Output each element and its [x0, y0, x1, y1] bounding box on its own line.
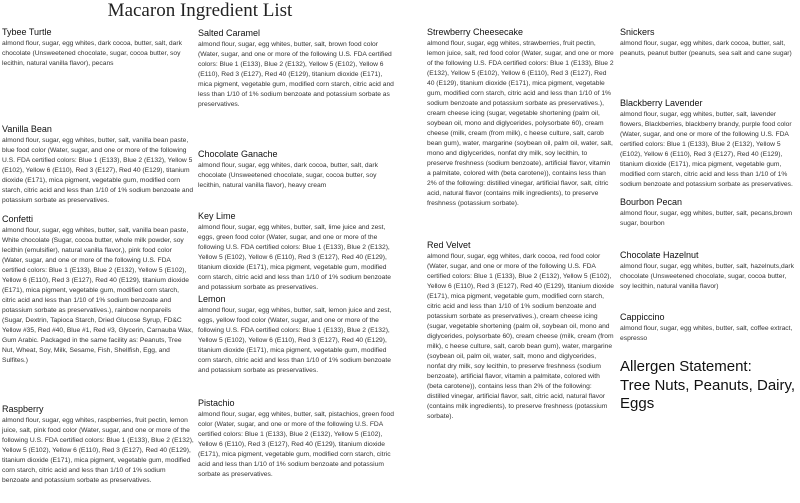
- macaron-item-chocolate-hazelnut: [620, 250, 798, 292]
- macaron-ingredients: almond flour, sugar, egg whites, butter, salt, lemon juice and zest, eggs, yellow food color (Water, sugar, and one or more of the following U.S. FDA certified colors: Blue 1 (E133), Blue 2 (E132), Yellow 5 (E102), Yellow 6 (E110), Red 3 (E127), Red 40 (E129), titanium dioxide (E171), mica pigment, vegetable gum, modified corn starch, citric acid and less than 1/10 of 1% sodium benzoate and potassium sorbate as preservatives.: [198, 307, 392, 374]
- macaron-ingredients: almond flour, sugar, egg whites, raspberries, fruit pectin, lemon juice, salt, pink food color (Water, sugar, and one or more of the following U.S. FDA certified colors: Blue 1 (E133), Blue 2 (E132), Yellow 5 (E102), Yellow 6 (E110), Red 3 (E127), Red 40 (E129), titanium dioxide (E171), mica pigment, vegetable gum, modified corn starch, citric acid and less than 1/10 of 1% sodium benzoate and potassium sorbate as preservatives.: [2, 417, 194, 484]
- macaron-item-salted-caramel: [198, 28, 398, 110]
- macaron-item-tybee-turtle: [2, 27, 194, 69]
- macaron-name: Pistachio: [198, 398, 235, 408]
- macaron-name: Cappiccino: [620, 312, 665, 322]
- macaron-name: Red Velvet: [427, 240, 471, 250]
- macaron-item-pistachio: [198, 398, 398, 480]
- macaron-name: Bourbon Pecan: [620, 197, 683, 207]
- macaron-name: Vanilla Bean: [2, 124, 52, 134]
- macaron-name: Chocolate Ganache: [198, 149, 278, 159]
- macaron-item-key-lime: [198, 211, 398, 293]
- macaron-name: Chocolate Hazelnut: [620, 250, 699, 260]
- macaron-name: Salted Caramel: [198, 28, 261, 38]
- macaron-item-vanilla-bean: [2, 124, 194, 206]
- macaron-name: Raspberry: [2, 404, 44, 414]
- macaron-ingredients: almond flour, sugar, egg whites, dark cocoa, red food color (Water, sugar, and one or more of the following U.S. FDA certified colors: Blue 1 (E133), Blue 2 (E132), Yellow 5 (E102), Yellow 6 (E110), Red 3 (E127), Red 40 (E129), titanium dioxide (E171), mica pigment, vegetable gum, modified corn starch, citric acid and less than 1/10 of 1% sodium benzoate and potassium sorbate as preservatives.), cream cheese icing (sugar, vegetable shortening (palm oil, soybean oil, mono and diglycerides, polysorbate 60), cream cheese (milk, cream (from milk), c heese culture, salt, carob bean gum), water, margarine (soybean oil, palm oil, water, salt, mono and diglycerides, nonfat dry milk, soy lecithin, to preserve freshness (sodium benzoate), artificial flavor, vitamin a palmitate, colored with (beta carotene)), contains less than 2% of the following: distilled vinegar, artificial flavor, salt, citric acid, natural flavor (contains milk ingredients), to preserve freshness (potassium sorbate).: [427, 253, 614, 420]
- macaron-item-bourbon-pecan: [620, 197, 798, 229]
- macaron-item-lemon: [198, 294, 398, 376]
- macaron-ingredients: almond flour, sugar, egg whites, strawberries, fruit pectin, lemon juice, salt, red food color (Water, sugar, and one or more of the following U.S. FDA certified colors: Blue 1 (E133), Blue 2 (E132), Yellow 5 (E102), Yellow 6 (E110), Red 3 (E127), Red 40 (E129), titanium dioxide (E171), mica pigment, vegetable gum, modified corn starch, citric acid and less than 1/10 of 1% sodium benzoate and potassium sorbate as preservatives.), cream cheese icing (sugar, vegetable shortening (palm oil, soybean oil, mono and diglycerides, polysorbate 60), cream cheese (milk, cream (from milk), c heese culture, salt, carob bean gum), water, margarine (soybean oil, palm oil, water, salt, mono and diglycerides, nonfat dry milk, soy lecithin, to preserve freshness (sodium benzoate), artificial flavor, vitamin a palmitate, colored with (beta carotene)), contains less than 2% of the following: distilled vinegar, artificial flavor, salt, citric acid, natural flavor (contains milk ingredients), to preserve freshness (potassium sorbate).: [427, 40, 614, 207]
- macaron-ingredients: almond flour, sugar, egg whites, dark cocoa, butter, salt, peanuts, peanut butter (peanuts, sea salt and cane sugar): [620, 40, 792, 57]
- macaron-ingredients: almond flour, sugar, egg whites, butter, salt, hazelnuts,dark chocolate (Unsweetened chocolate, sugar, cocoa butter, soy lecithin, natural vanilla flavor): [620, 263, 794, 290]
- macaron-item-blackberry-lavender: [620, 98, 798, 190]
- macaron-name: Confetti: [2, 214, 34, 224]
- macaron-item-cappiccino: [620, 312, 798, 344]
- allergen-heading: Allergen Statement:: [620, 358, 752, 375]
- page-title: Macaron Ingredient List: [107, 0, 293, 21]
- allergen-statement: [620, 358, 798, 414]
- macaron-name: Strewberry Cheesecake: [427, 27, 524, 37]
- macaron-item-snickers: [620, 27, 798, 59]
- macaron-ingredients: almond flour, sugar, egg whites, butter, salt, lavender flowers, Blackberries, blackberry brandy, purple food color (Water, sugar, and one or more of the following U.S. FDA certified colors: Blue 1 (E133), Blue 2 (E132), Yellow 5 (E102), Yellow 6 (E110), Red 3 (E127), Red 40 (E129), titanium dioxide (E171), mica pigment, vegetable gum, modified corn starch, citric acid and less than 1/10 of 1% sodium benzoate and potassium sorbate as preservatives.: [620, 111, 793, 188]
- macaron-name: Key Lime: [198, 211, 236, 221]
- macaron-item-raspberry: [2, 404, 194, 486]
- macaron-name: Blackberry Lavender: [620, 98, 703, 108]
- allergen-list: Tree Nuts, Peanuts, Dairy,: [620, 376, 796, 394]
- macaron-ingredients: almond flour, sugar, egg whites, butter, salt, coffee extract, espresso: [620, 325, 793, 342]
- macaron-ingredients: almond flour, sugar, egg whites, butter, salt, brown food color (Water, sugar, and one or more of the following U.S. FDA certified colors: Blue 1 (E133), Blue 2 (E132), Yellow 5 (E102), Yellow 6 (E110), Red 3 (E127), Red 40 (E129), titanium dioxide (E171), mica pigment, vegetable gum, modified corn starch, citric acid and less than 1/10 of 1% sodium benzoate and potassium sorbate as preservatives.: [198, 41, 394, 108]
- macaron-name: Lemon: [198, 294, 226, 304]
- macaron-ingredients: almond flour, sugar, egg whites, butter, salt, lime juice and zest, eggs, green food color (Water, sugar, and one or more of the following U.S. FDA certified colors: Blue 1 (E133), Blue 2 (E132), Yellow 5 (E102), Yellow 6 (E110), Red 3 (E127), Red 40 (E129), titanium dioxide (E171), mica pigment, vegetable gum, modified corn starch, citric acid and less than 1/10 of 1% sodium benzoate and potassium sorbate as preservatives.: [198, 224, 391, 291]
- allergen-list-continued: Eggs: [620, 395, 655, 412]
- macaron-item-strewberry-cheesecake: [427, 27, 615, 209]
- macaron-name: Tybee Turtle: [2, 27, 52, 37]
- macaron-ingredients: almond flour, sugar, egg whites, butter, salt, pistachios, green food color (Water, sugar, and one or more of the following U.S. FDA certified colors: Blue 1 (E133), Blue 2 (E132), Yellow 5 (E102), Yellow 6 (E110), Red 3 (E127), Red 40 (E129), titanium dioxide (E171), mica pigment, vegetable gum, modified corn starch, citric acid and less than 1/10 of 1% sodium benzoate and potassium sorbate as preservatives.: [198, 411, 394, 478]
- macaron-item-chocolate-ganache: [198, 149, 398, 191]
- macaron-ingredients: almond flour, sugar, egg whites, dark cocoa, butter, salt, dark chocolate (Unsweetened chocolate, sugar, cocoa butter, soy lecithin, natural vanilla flavor), pecans: [2, 40, 182, 67]
- macaron-ingredients: almond flour, sugar, egg whites, butter, salt, vanilla bean paste, White chocolate (Sugar, cocoa butter, whole milk powder, soy lecithin (emulsifier), natural vanilla flavor,), pink food color (Water, sugar, and one or more of the following U.S. FDA certified colors: Blue 1 (E133), Blue 2 (E132), Yellow 5 (E102), Yellow 6 (E110), Red 3 (E127), Red 40 (E129), titanium dioxide (E171), mica pigment, vegetable gum, modified corn starch, citric acid and less than 1/10 of 1% sodium benzoate and potassium sorbate as preservatives.), rainbow nonpareils (Sugar, Dextrin, Tapioca Starch, Dried Glucose Syrup, FD&C Yellow #35, Red #40, Blue #1, Red #3, Glycerin, Carnauba Wax, Gum Arabic. Packaged in the same facility as: Peanuts, Tree Nut, Wheat, Soy, Milk, Sesame, Fish, Shellfish, Egg, and Sulfites.): [2, 227, 193, 364]
- macaron-item-confetti: [2, 214, 194, 366]
- macaron-ingredients: almond flour, sugar, egg whites, butter, salt, vanilla bean paste, blue food color (Water, sugar, and one or more of the following U.S. FDA certified colors: Blue 1 (E133), Blue 2 (E132), Yellow 5 (E102), Yellow 6 (E110), Red 3 (E127), Red 40 (E129), titanium dioxide (E171), mica pigment, vegetable gum, modified corn starch, citric acid and less than 1/10 of 1% sodium benzoate and potassium sorbate as preservatives.: [2, 137, 194, 204]
- macaron-name: Snickers: [620, 27, 655, 37]
- macaron-ingredients: almond flour, sugar, egg whites, dark cocoa, butter, salt, dark chocolate (Unsweetened chocolate, sugar, cocoa butter, soy lecithin, natural vanilla flavor), heavy cream: [198, 162, 378, 189]
- macaron-item-red-velvet: [427, 240, 615, 422]
- macaron-ingredients: almond flour, sugar, egg whites, butter, salt, pecans,brown sugar, bourbon: [620, 210, 793, 227]
